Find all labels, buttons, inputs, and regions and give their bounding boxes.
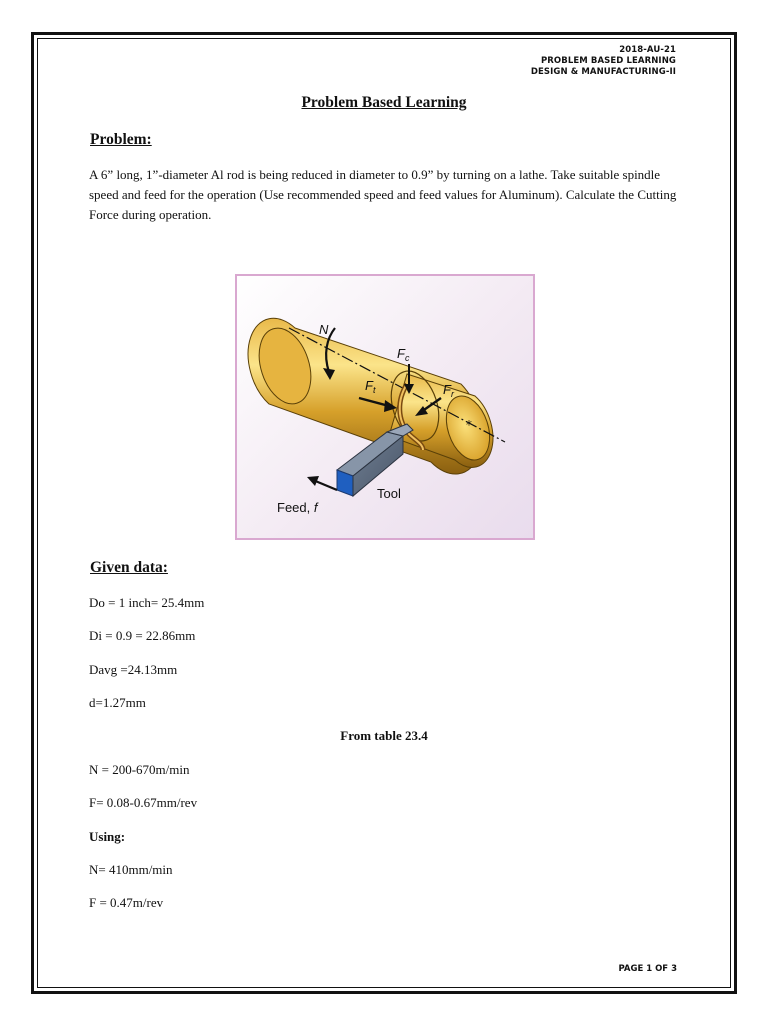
header-id: 2018-AU-21 [619, 45, 676, 55]
given-data-heading: Given data: [90, 559, 168, 576]
given-di: Di = 0.9 = 22.86mm [89, 628, 196, 643]
label-tool: Tool [377, 486, 401, 501]
header-course-type: PROBLEM BASED LEARNING [540, 56, 676, 66]
problem-heading: Problem: [90, 131, 152, 148]
label-ft: $F_t$ [365, 378, 376, 395]
label-n: N [319, 322, 329, 337]
label-fc: $F_c$ [397, 346, 410, 363]
page-number: PAGE 1 OF 3 [618, 964, 677, 974]
given-do: Do = 1 inch= 25.4mm [89, 595, 205, 610]
table-reference: From table 23.4 [340, 728, 428, 743]
problem-statement: A 6” long, 1”-diameter Al rod is being reduced in diameter to 0.9” by turning on a lathe. Take suitable spindle speed and feed for the operation (Use recommended speed and feed values for Aluminum). Calculate the Cutting Force during operation. [89, 167, 677, 222]
given-d: d=1.27mm [89, 695, 146, 710]
document-header [531, 45, 676, 78]
turning-diagram [235, 274, 535, 540]
given-n-range: N = 200-670m/min [89, 762, 190, 777]
label-fr: $F_r$ [443, 382, 454, 399]
given-f-range: F= 0.08-0.67mm/rev [89, 795, 198, 810]
turning-diagram-svg [237, 276, 533, 538]
selected-n: N= 410mm/min [89, 862, 173, 877]
given-davg: Davg =24.13mm [89, 662, 178, 677]
label-feed: Feed, f [277, 500, 318, 515]
page-title: Problem Based Learning [301, 94, 467, 111]
selected-f: F = 0.47m/rev [89, 895, 164, 910]
using-label: Using: [89, 829, 126, 844]
header-course-name: DESIGN & MANUFACTURING-II [530, 67, 676, 77]
axis-center-mark: * [466, 418, 472, 432]
